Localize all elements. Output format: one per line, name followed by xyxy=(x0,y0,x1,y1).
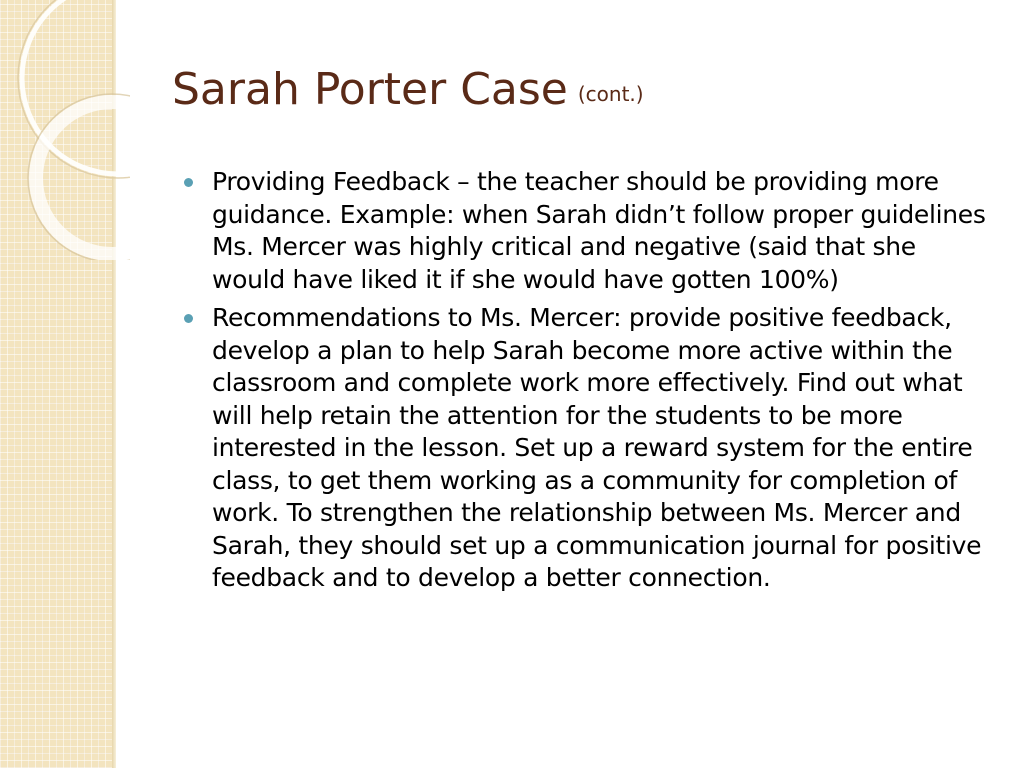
bullet-content xyxy=(184,166,996,601)
bullet-item-providing-feedback xyxy=(184,166,996,296)
bullet-item-recommendations xyxy=(184,302,996,595)
bullet-list xyxy=(184,166,996,595)
bullet-text: Providing Feedback – the teacher should be providing more guidance. Example: when Sarah didn’t follow proper guidelines Ms. Mercer was highly critical and negative (said that she would have liked it if she would have gotten 100%) xyxy=(212,167,986,294)
title-text: Sarah Porter Case xyxy=(172,64,568,115)
bullet-text: Recommendations to Ms. Mercer: provide positive feedback, develop a plan to help Sarah become more active within the classroom and complete work more effectively. Find out what will help retain the attention for the students to be more interested in the lesson. Set up a reward system for the entire class, to get them working as a community for completion of work. To strengthen the relationship between Ms. Mercer and Sarah, they should set up a communication journal for positive feedback and to develop a better connection. xyxy=(212,303,982,592)
slide-title xyxy=(172,64,644,117)
title-suffix: (cont.) xyxy=(577,82,644,106)
bullet-dot-icon xyxy=(184,314,193,323)
bullet-dot-icon xyxy=(184,178,193,187)
decorative-circles xyxy=(0,0,130,260)
